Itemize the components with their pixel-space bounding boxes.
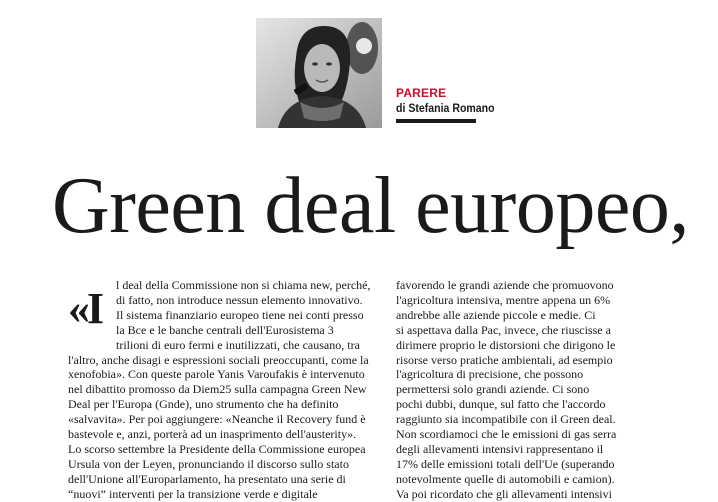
- text-line: Non scordiamoci che le emissioni di gas serra: [396, 427, 617, 442]
- section-kicker: PARERE: [396, 86, 447, 100]
- text-line: Lo scorso settembre la Presidente della Commissione europea: [68, 441, 366, 456]
- text-line: di fatto, non introduce nessun elemento innovativo.: [116, 292, 363, 307]
- text-line: favorendo le grandi aziende che promuovono: [396, 278, 614, 292]
- author-name: di Stefania Romano: [396, 101, 495, 115]
- text-line: raggiunto sia incompatibile con il Green deal.: [396, 412, 616, 427]
- text-line: nel dibattito promosso da Diem25 sulla campagna Green New: [68, 382, 367, 397]
- text-line: trilioni di euro fermi e inutilizzati, che causano, tra: [116, 337, 360, 352]
- text-line: l'agricoltura di precisione, che possono: [396, 367, 584, 382]
- article-column-left: [68, 278, 386, 502]
- text-line: bastevole e, anzi, porterà ad un inasprimento dell'austerity».: [68, 427, 357, 442]
- text-line: andrebbe alle aziende piccole e medie. Ci: [396, 307, 596, 322]
- text-line: “nuovi” interventi per la transizione verde e digitale: [68, 486, 318, 501]
- headline: Green deal europeo,: [52, 162, 689, 250]
- text-line: l deal della Commissione non si chiama new, perché,: [116, 278, 371, 292]
- text-line: l'altro, anche disagi e espressioni sociali preoccupanti, come la: [68, 352, 369, 367]
- byline-rule: [396, 119, 476, 123]
- text-line: Deal per l'Europa (Gnde), uno strumento che ha definito: [68, 397, 339, 412]
- text-line: dell'Unione all'Europarlamento, ha presentato una serie di: [68, 471, 346, 486]
- text-line: xenofobia». Con queste parole Yanis Varoufakis è intervenuto: [68, 367, 365, 382]
- text-line: dirimere proprio le distorsioni che dirigono le: [396, 337, 616, 352]
- text-line: Il sistema finanziario europeo tiene nei conti presso: [116, 307, 364, 322]
- text-line: Va poi ricordato che gli allevamenti intensivi: [396, 486, 612, 501]
- text-line: risorse verso pratiche ambientali, ad esempio: [396, 352, 613, 367]
- text-line: «salvavita». Per poi aggiungere: «Neanche il Recovery fund è: [68, 412, 366, 427]
- text-line: la Bce e le banche centrali dell'Eurosistema 3: [116, 322, 334, 337]
- text-line: si aspettava dalla Pac, invece, che riuscisse a: [396, 322, 611, 337]
- author-photo: [256, 18, 382, 128]
- text-line: pochi dubbi, dunque, sul fatto che l'accordo: [396, 397, 606, 412]
- author-portrait-image: [256, 18, 382, 128]
- text-line: 17% delle emissioni totali dell'Ue (superando: [396, 456, 615, 471]
- text-line: l'agricoltura intensiva, mentre appena un 6%: [396, 292, 611, 307]
- text-line: Ursula von der Leyen, pronunciando il discorso sullo stato: [68, 456, 349, 471]
- text-line: degli allevamenti intensivi rappresentano il: [396, 441, 604, 456]
- article-column-right: [396, 278, 632, 502]
- text-line: permettersi solo grandi aziende. Ci sono: [396, 382, 590, 397]
- drop-cap: «I: [68, 284, 102, 333]
- text-line: notevolmente quelle di automobili e camion).: [396, 471, 615, 486]
- byline: [396, 86, 508, 123]
